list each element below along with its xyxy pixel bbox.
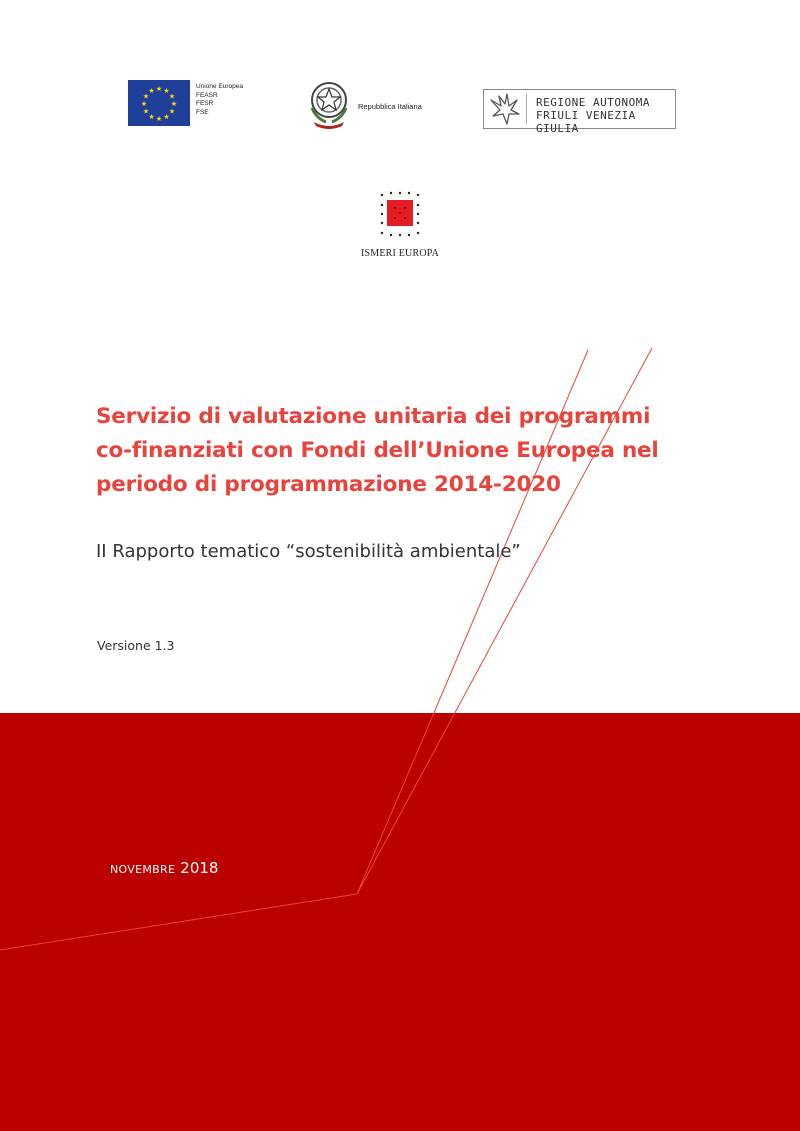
ismeri-europa-label: ISMERI EUROPA (360, 248, 440, 259)
fvg-line1: REGIONE AUTONOMA (536, 96, 650, 109)
svg-text:★: ★ (163, 113, 170, 121)
svg-text:★: ★ (170, 100, 178, 108)
eu-line-fse: FSE (196, 108, 209, 116)
date-year: 2018 (180, 859, 219, 877)
report-title (96, 400, 736, 502)
svg-text:★: ★ (148, 113, 155, 121)
eu-line-union: Unione Europea (196, 83, 243, 90)
date-month: NOVEMBRE (110, 863, 176, 876)
svg-text:★: ★ (155, 85, 163, 93)
fvg-line2: FRIULI VENEZIA GIULIA (536, 109, 636, 135)
horizontal-line (0, 894, 357, 950)
title-line-3: periodo di programmazione 2014-2020 (96, 472, 561, 497)
report-subtitle: II Rapporto tematico “sostenibilità ambientale” (96, 541, 521, 562)
svg-text:★: ★ (140, 100, 148, 108)
svg-text:★: ★ (168, 107, 176, 116)
svg-text:★: ★ (155, 115, 163, 123)
italian-republic-label: Repubblica Italiana (358, 102, 422, 111)
eu-line-feasr: FEASR (196, 91, 218, 99)
publication-date (110, 858, 218, 877)
eu-line-fesr: FESR (196, 100, 214, 107)
svg-text:★: ★ (163, 87, 170, 95)
title-line-2: co-finanziati con Fondi dell’Unione Europea nel (96, 438, 659, 463)
svg-text:★: ★ (168, 92, 176, 101)
svg-text:★: ★ (142, 107, 150, 116)
svg-text:★: ★ (142, 92, 150, 101)
version-label: Versione 1.3 (97, 638, 175, 653)
svg-text:★: ★ (148, 87, 155, 95)
title-line-1: Servizio di valutazione unitaria dei programmi (96, 404, 651, 429)
